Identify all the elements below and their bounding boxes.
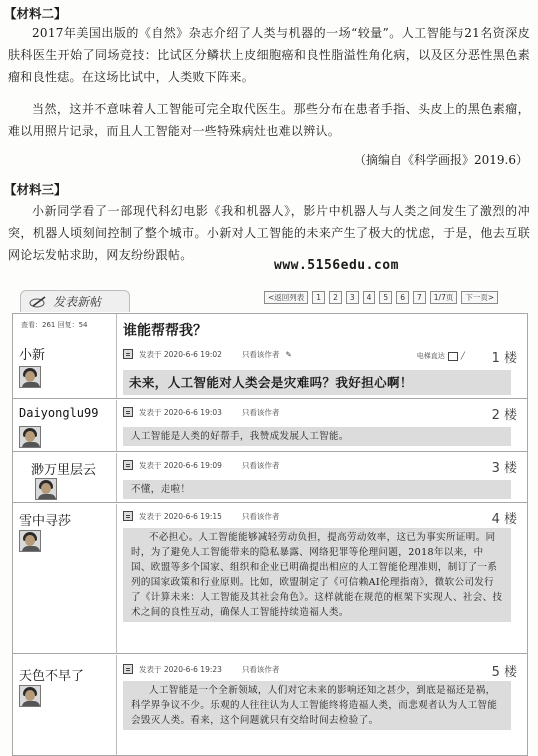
new-post-button[interactable]	[20, 290, 130, 312]
page-2-button[interactable]: 2	[329, 291, 342, 304]
post-content	[123, 655, 521, 755]
post-meta	[123, 510, 279, 522]
post-2	[13, 400, 527, 452]
post-time: 发表于 2020-6-6 19:03	[139, 407, 222, 417]
post-5	[13, 655, 527, 755]
post-text: 不必担心。人工智能能够减轻劳动负担，提高劳动效率，这已为事实所证明。同时，为了避免人工智能带来的隐私暴露、网络犯罪等伦理问题，2018年以来，中国、欧盟等多个国家、组织和企业已明确提出相应的人工智能伦理准则，制订了一系列的国家政策和行业原则。比如，欧盟制定了《可信赖AI伦理指南》，微软公司发行了《计算未来：人工智能及其社会角色》。这样就能在规范的框架下实现人、社会、技术之间的良性互动，确保人工智能持续造福人类。	[123, 528, 511, 622]
post-content	[123, 400, 521, 451]
username[interactable]: 渺万里层云	[31, 463, 97, 478]
post-time: 发表于 2020-6-6 19:15	[139, 511, 222, 521]
view-author-only-link[interactable]: 只看该作者	[241, 407, 280, 417]
page-3-button[interactable]: 3	[346, 291, 359, 304]
material2-source: （摘编自《科学画报》2019.6）	[354, 153, 528, 167]
post-doc-icon	[123, 664, 133, 674]
view-author-only-link[interactable]: 只看该作者	[241, 349, 280, 359]
post-text: 人工智能是一个全新领域，人们对它未来的影响还知之甚少，到底是福还是祸，科学界争议不少。乐观的人往往认为人工智能终将造福人类，而悲观者认为人工智能会毁灭人类。看来，这个问题就只有交给时间去检验了。	[123, 681, 511, 730]
view-author-only-link[interactable]: 只看该作者	[241, 511, 280, 521]
username[interactable]: 小新	[19, 348, 46, 363]
watermark-url: www.5156edu.com	[274, 258, 399, 273]
forum-thread	[12, 313, 528, 756]
user-column	[13, 453, 117, 502]
page-4-button[interactable]: 4	[363, 291, 376, 304]
floor-number: 4 楼	[491, 512, 517, 527]
post-content	[123, 314, 521, 398]
user-column	[13, 314, 117, 398]
brush-icon: ╱	[460, 352, 465, 360]
floor-number: 5 楼	[491, 665, 517, 680]
new-post-label: 发表新帖	[53, 295, 102, 309]
post-doc-icon	[123, 511, 133, 521]
floor-number: 1 楼	[491, 351, 517, 366]
username[interactable]: 天色不早了	[19, 669, 85, 684]
post-meta	[123, 406, 279, 418]
post-time: 发表于 2020-6-6 19:02	[139, 349, 222, 359]
pagination	[264, 291, 498, 305]
post-content	[123, 504, 521, 653]
post-meta	[123, 663, 279, 675]
page-count-indicator[interactable]: 1/7页	[430, 291, 458, 304]
avatar[interactable]	[19, 530, 41, 552]
post-content	[123, 453, 521, 502]
post-text: 未来，人工智能对人类会是灾难吗？我好担心啊！	[123, 370, 511, 395]
material2-paragraph-1: 2017年美国出版的《自然》杂志介绍了人类与机器的一场“较量”。人工智能与21名资深皮肤科医生开始了同场竞技：比试区分鳞状上皮细胞癌和良性脂溢性角化病，以及区分恶性黑色素瘤和良性痣。在这场比试中，人类败下阵来。	[8, 26, 530, 84]
pencil-icon: ✎	[285, 349, 292, 359]
post-doc-icon	[123, 349, 133, 359]
floor-jump-input[interactable]	[448, 352, 458, 361]
post-time: 发表于 2020-6-6 19:09	[139, 460, 222, 470]
material3-heading: 【材料三】	[4, 182, 67, 197]
back-to-list-button[interactable]: <返回列表	[264, 291, 308, 304]
thread-stats: 查看：261 回复：54	[21, 321, 88, 329]
user-column	[13, 655, 117, 755]
forum-toolbar	[12, 288, 528, 312]
floor-number: 2 楼	[491, 408, 517, 423]
avatar[interactable]	[19, 685, 41, 707]
material3-paragraph: 小新同学看了一部现代科幻电影《我和机器人》，影片中机器人与人类之间发生了激烈的冲突，机器人顷刻间控制了整个城市。小新对人工智能的未来产生了极大的忧虑，于是，他去互联网论坛发帖求助，网友纷纷跟帖。	[8, 204, 530, 262]
next-page-button[interactable]: 下一页>	[461, 291, 498, 304]
page-6-button[interactable]: 6	[396, 291, 409, 304]
username[interactable]: Daiyonglu99	[19, 406, 99, 420]
post-doc-icon	[123, 407, 133, 417]
post-meta	[123, 348, 292, 360]
page-1-button[interactable]: 1	[312, 291, 325, 304]
post-1	[13, 314, 527, 399]
avatar[interactable]	[19, 366, 41, 388]
avatar[interactable]	[19, 426, 41, 448]
thread-title: 谁能帮帮我？	[123, 323, 207, 339]
post-3	[13, 453, 527, 503]
page-5-button[interactable]: 5	[379, 291, 392, 304]
post-meta	[123, 459, 279, 471]
pen-icon	[29, 295, 47, 309]
avatar[interactable]	[35, 478, 57, 500]
post-text: 不懂，走啦！	[123, 480, 511, 499]
post-doc-icon	[123, 460, 133, 470]
page-7-button[interactable]: 7	[413, 291, 426, 304]
material2-heading: 【材料二】	[4, 6, 67, 21]
floor-jump[interactable]	[417, 351, 465, 361]
floor-number: 3 楼	[491, 461, 517, 476]
username[interactable]: 雪中寻莎	[19, 514, 72, 529]
post-text: 人工智能是人类的好帮手，我赞成发展人工智能。	[123, 427, 511, 446]
post-time: 发表于 2020-6-6 19:23	[139, 664, 222, 674]
floor-jump-label: 电梯直达	[416, 352, 445, 360]
post-4	[13, 504, 527, 654]
material2-paragraph-2: 当然，这并不意味着人工智能可完全取代医生。那些分布在患者手指、头皮上的黑色素瘤，难以用照片记录，而且人工智能对一些特殊病灶也难以辨认。	[8, 102, 530, 138]
user-column	[13, 400, 117, 451]
view-author-only-link[interactable]: 只看该作者	[241, 460, 280, 470]
user-column	[13, 504, 117, 653]
view-author-only-link[interactable]: 只看该作者	[241, 664, 280, 674]
